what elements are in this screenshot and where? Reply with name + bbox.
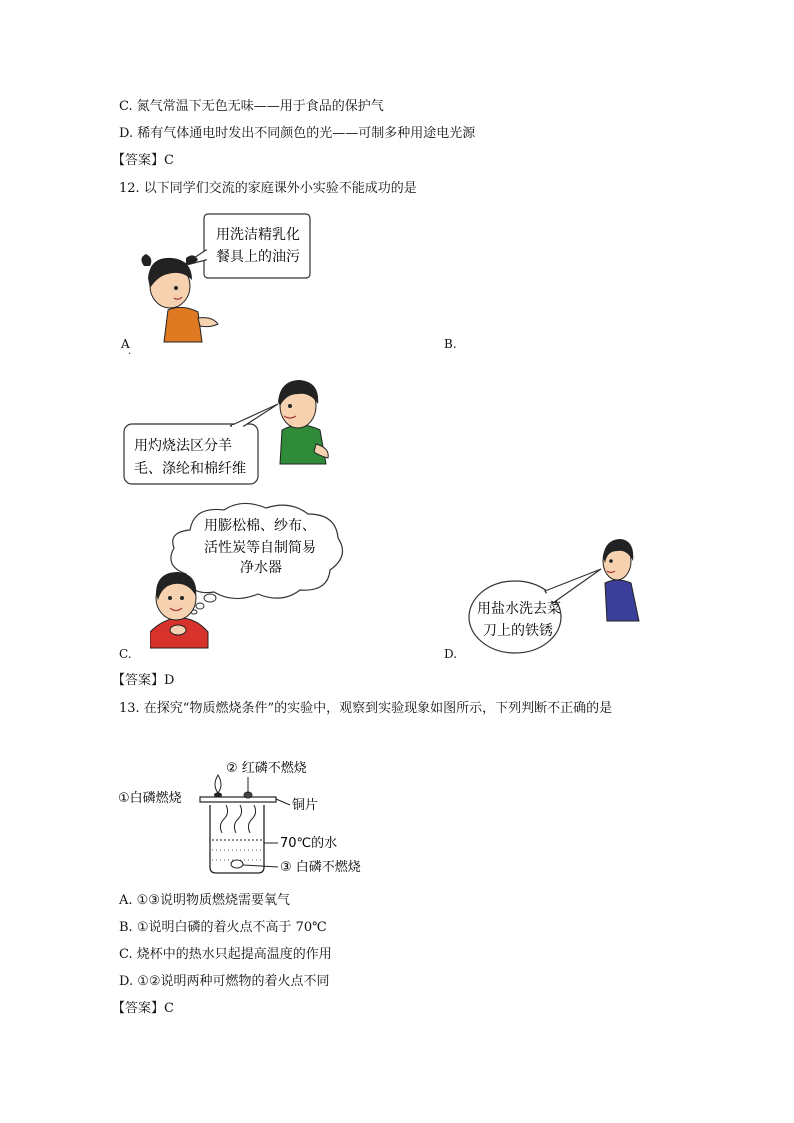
bubble-c-line3: 净水器 [240,560,282,576]
figure-d-man [465,533,650,658]
q13-option-b: B. ①说明白磷的着火点不高于 70℃ [119,920,327,935]
bubble-c-line2: 活性炭等自制简易 [204,540,316,556]
red-phosphorus [244,792,252,798]
q11-option-d: D. 稀有气体通电时发出不同颜色的光——可制多种用途电光源 [119,126,476,141]
figure-b-boy [120,372,340,490]
bubble-d-line2: 刀上的铁锈 [483,623,553,639]
figure-a-girl [120,208,320,348]
q13-option-c: C. 烧杯中的热水只起提高温度的作用 [119,947,332,962]
label-water: 70℃的水 [280,836,338,851]
copper-plate [200,797,276,802]
q12-stem: 12. 以下同学们交流的家庭课外小实验不能成功的是 [119,181,417,196]
bubble-d-line1: 用盐水洗去菜 [477,601,561,617]
q13-answer: 【答案】C [112,1001,174,1016]
bubble-a-line2: 餐具上的油污 [216,249,300,265]
speech-bubble-a [204,214,310,278]
q12-label-b: B. [444,337,457,351]
bubble-b-line1: 用灼烧法区分羊 [134,438,232,454]
label-underwater-phosphorus: ③ 白磷不燃烧 [280,860,361,875]
label-red-phosphorus: ② 红磷不燃烧 [226,761,307,776]
q13-option-d: D. ①②说明两种可燃物的着火点不同 [119,974,330,989]
underwater-phosphorus [231,860,243,868]
q13-option-a: A. ①③说明物质燃烧需要氧气 [119,893,290,908]
q13-stem: 13. 在探究“物质燃烧条件”的实验中，观察到实验现象如图所示，下列判断不正确的是 [119,701,613,716]
figure-c-boy [150,500,350,650]
bubble-c-line1: 用膨松棉、纱布、 [204,518,316,534]
q12-label-c: C. [119,647,132,661]
q11-answer: 【答案】C [112,153,174,168]
label-white-phosphorus-burning: ①白磷燃烧 [118,791,182,806]
q12-label-a-dot: . [128,346,132,357]
q12-answer: 【答案】D [112,673,175,688]
q11-option-c: C. 氮气常温下无色无味——用于食品的保护气 [119,99,384,114]
bubble-a-line1: 用洗洁精乳化 [216,227,300,243]
label-copper: 铜片 [292,798,319,813]
bubble-b-line2: 毛、涤纶和棉纤维 [134,461,246,477]
flame-icon [215,775,221,793]
combustion-diagram [118,755,368,880]
q12-label-d: D. [444,647,458,661]
q12-label-a: A [121,337,130,351]
